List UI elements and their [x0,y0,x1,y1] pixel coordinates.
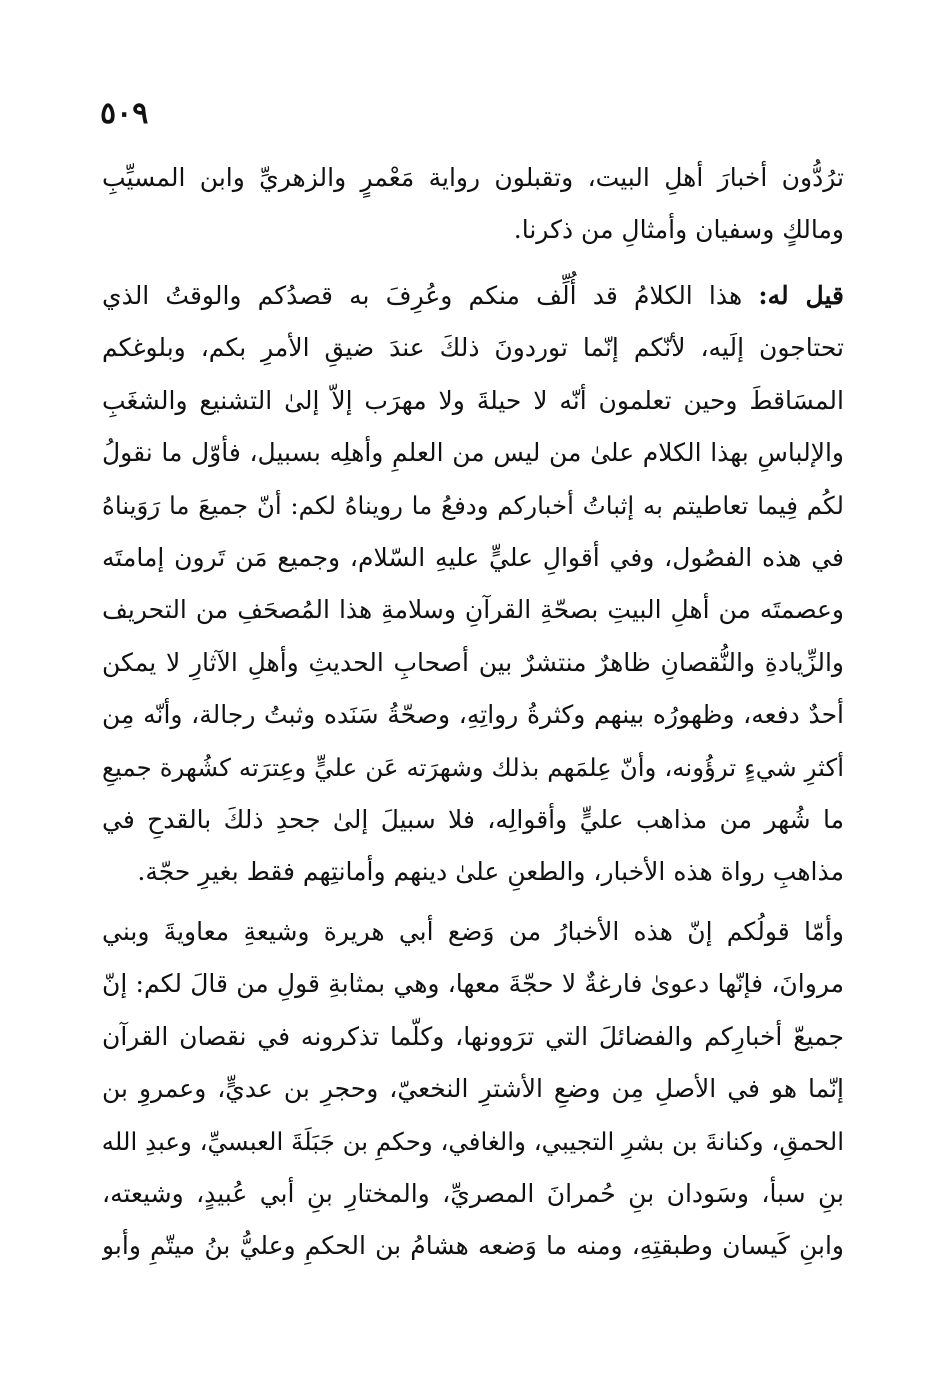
text-line-with-lead [102,270,844,322]
text-line: لكُم فِيما تعاطيتم به إثباتُ أخباركم ودفعُ ما رويناهُ لكم: أنّ جميعَ ما رَوَيناهُ [102,490,844,520]
paragraph-2 [102,270,844,899]
text-line: مروانَ، فإنّها دعوىٰ فارغةٌ لا حجّةَ معها، وهي بمثابةِ قولِ من قالَ لكم: إنّ [102,969,844,999]
text-line: ومالكٍ وسفيان وأمثالِ من ذكرنا. [513,215,844,245]
text-line: جميعّ أخبارِكم والفضائلَ التي ترَوونها، وكلّما تذكرونه في نقصان القرآن [102,1021,844,1051]
text-line: ما شُهر من مذاهب عليٍّ وأقوالِه، فلا سبيلَ إلىٰ جحدِ ذلكَ بالقدحِ في [102,804,844,834]
text-line: أكثرِ شيءٍ ترؤُونه، وأنّ عِلمَهم بذلك وشهرَته عَن عليٍّ وعِترَته كشُهرة جميعِ [102,752,844,782]
text-line: والإلباسِ بهذا الكلام علىٰ من ليس من العلمِ وأهلِه بسبيل، فأوّل ما نقولُ [102,438,844,468]
text-line: أحدٌ دفعه، وظهورُه بينهم وكثرةُ رواتِهِ، وصحّةُ سَنَده وثبتُ رجالة، وأنّه مِن [102,700,844,730]
text-line: الحمقِ، وكنانةَ بن بشرِ التجيبي، والغافي، وحكمِ بن جَبَلَةَ العبسيِّ، وعبدِ الله [102,1126,844,1156]
text-line: بنِ سبأ، وسَودان بنِ حُمرانَ المصريِّ، والمختارِ بنِ أبي عُبيدٍ، وشيعته، [102,1178,844,1208]
text-line: تحتاجون إلَيه، لأنّكم إنّما توردونَ ذلكَ عندَ ضيقِ الأمرِ بكم، وبلوغكم [102,333,844,363]
text-line: في هذه الفصُول، وفي أقوالِ عليٍّ عليهِ السّلام، وجميع مَن تَرون إمامتَه [102,542,844,572]
text-line: إنّما هو في الأصلِ مِن وضعِ الأشترِ النخعيّ، وحجرِ بن عديٍّ، وعمروِ بن [102,1074,844,1104]
paragraph-1 [102,152,844,257]
paragraph-3 [102,906,844,1273]
text-line: والزِّيادةِ والنُّقصانِ ظاهرٌ منتشرٌ بين أصحابِ الحديثِ وأهلِ الآثارِ لا يمكن [102,647,844,677]
text-line: ترُدُّون أخبارَ أهلِ البيت، وتقبلون رواية مَعْمرٍ والزهريِّ وابن المسيِّبِ [102,163,844,192]
text-line: وأمّا قولُكم إنّ هذه الأخبارُ من وَضع أبي هريرة وشيعةِ معاويةَ وبني [102,917,844,946]
text-line: مذاهبِ رواة هذه الأخبار، والطعنِ علىٰ دينهم وأمانتِهم فقط بغيرِ حجّة. [137,857,844,887]
text-line: وابنِ كَيسان وطبقتِهِ، ومنه ما وَضعه هشامُ بن الحكمِ وعليُّ بنُ ميتّمِ وأبو [102,1231,844,1261]
text-line: وعصمتَه من أهلِ البيتِ بصحّةِ القرآنِ وسلامةِ هذا المُصحَفِ من التحريف [102,595,844,625]
paragraph-lead: قيل له: [758,281,844,310]
page-number: ٥٠٩ [100,96,149,131]
text-line-body: هذا الكلامُ قد أُلِّف منكم وعُرِفَ به قصدُكم والوقتُ الذي [102,281,759,310]
text-line: المسَاقطَ وحين تعلمون أنّه لا حيلةَ ولا مهرَب إلاّ إلىٰ التشنيع والشغَبِ [102,385,844,415]
